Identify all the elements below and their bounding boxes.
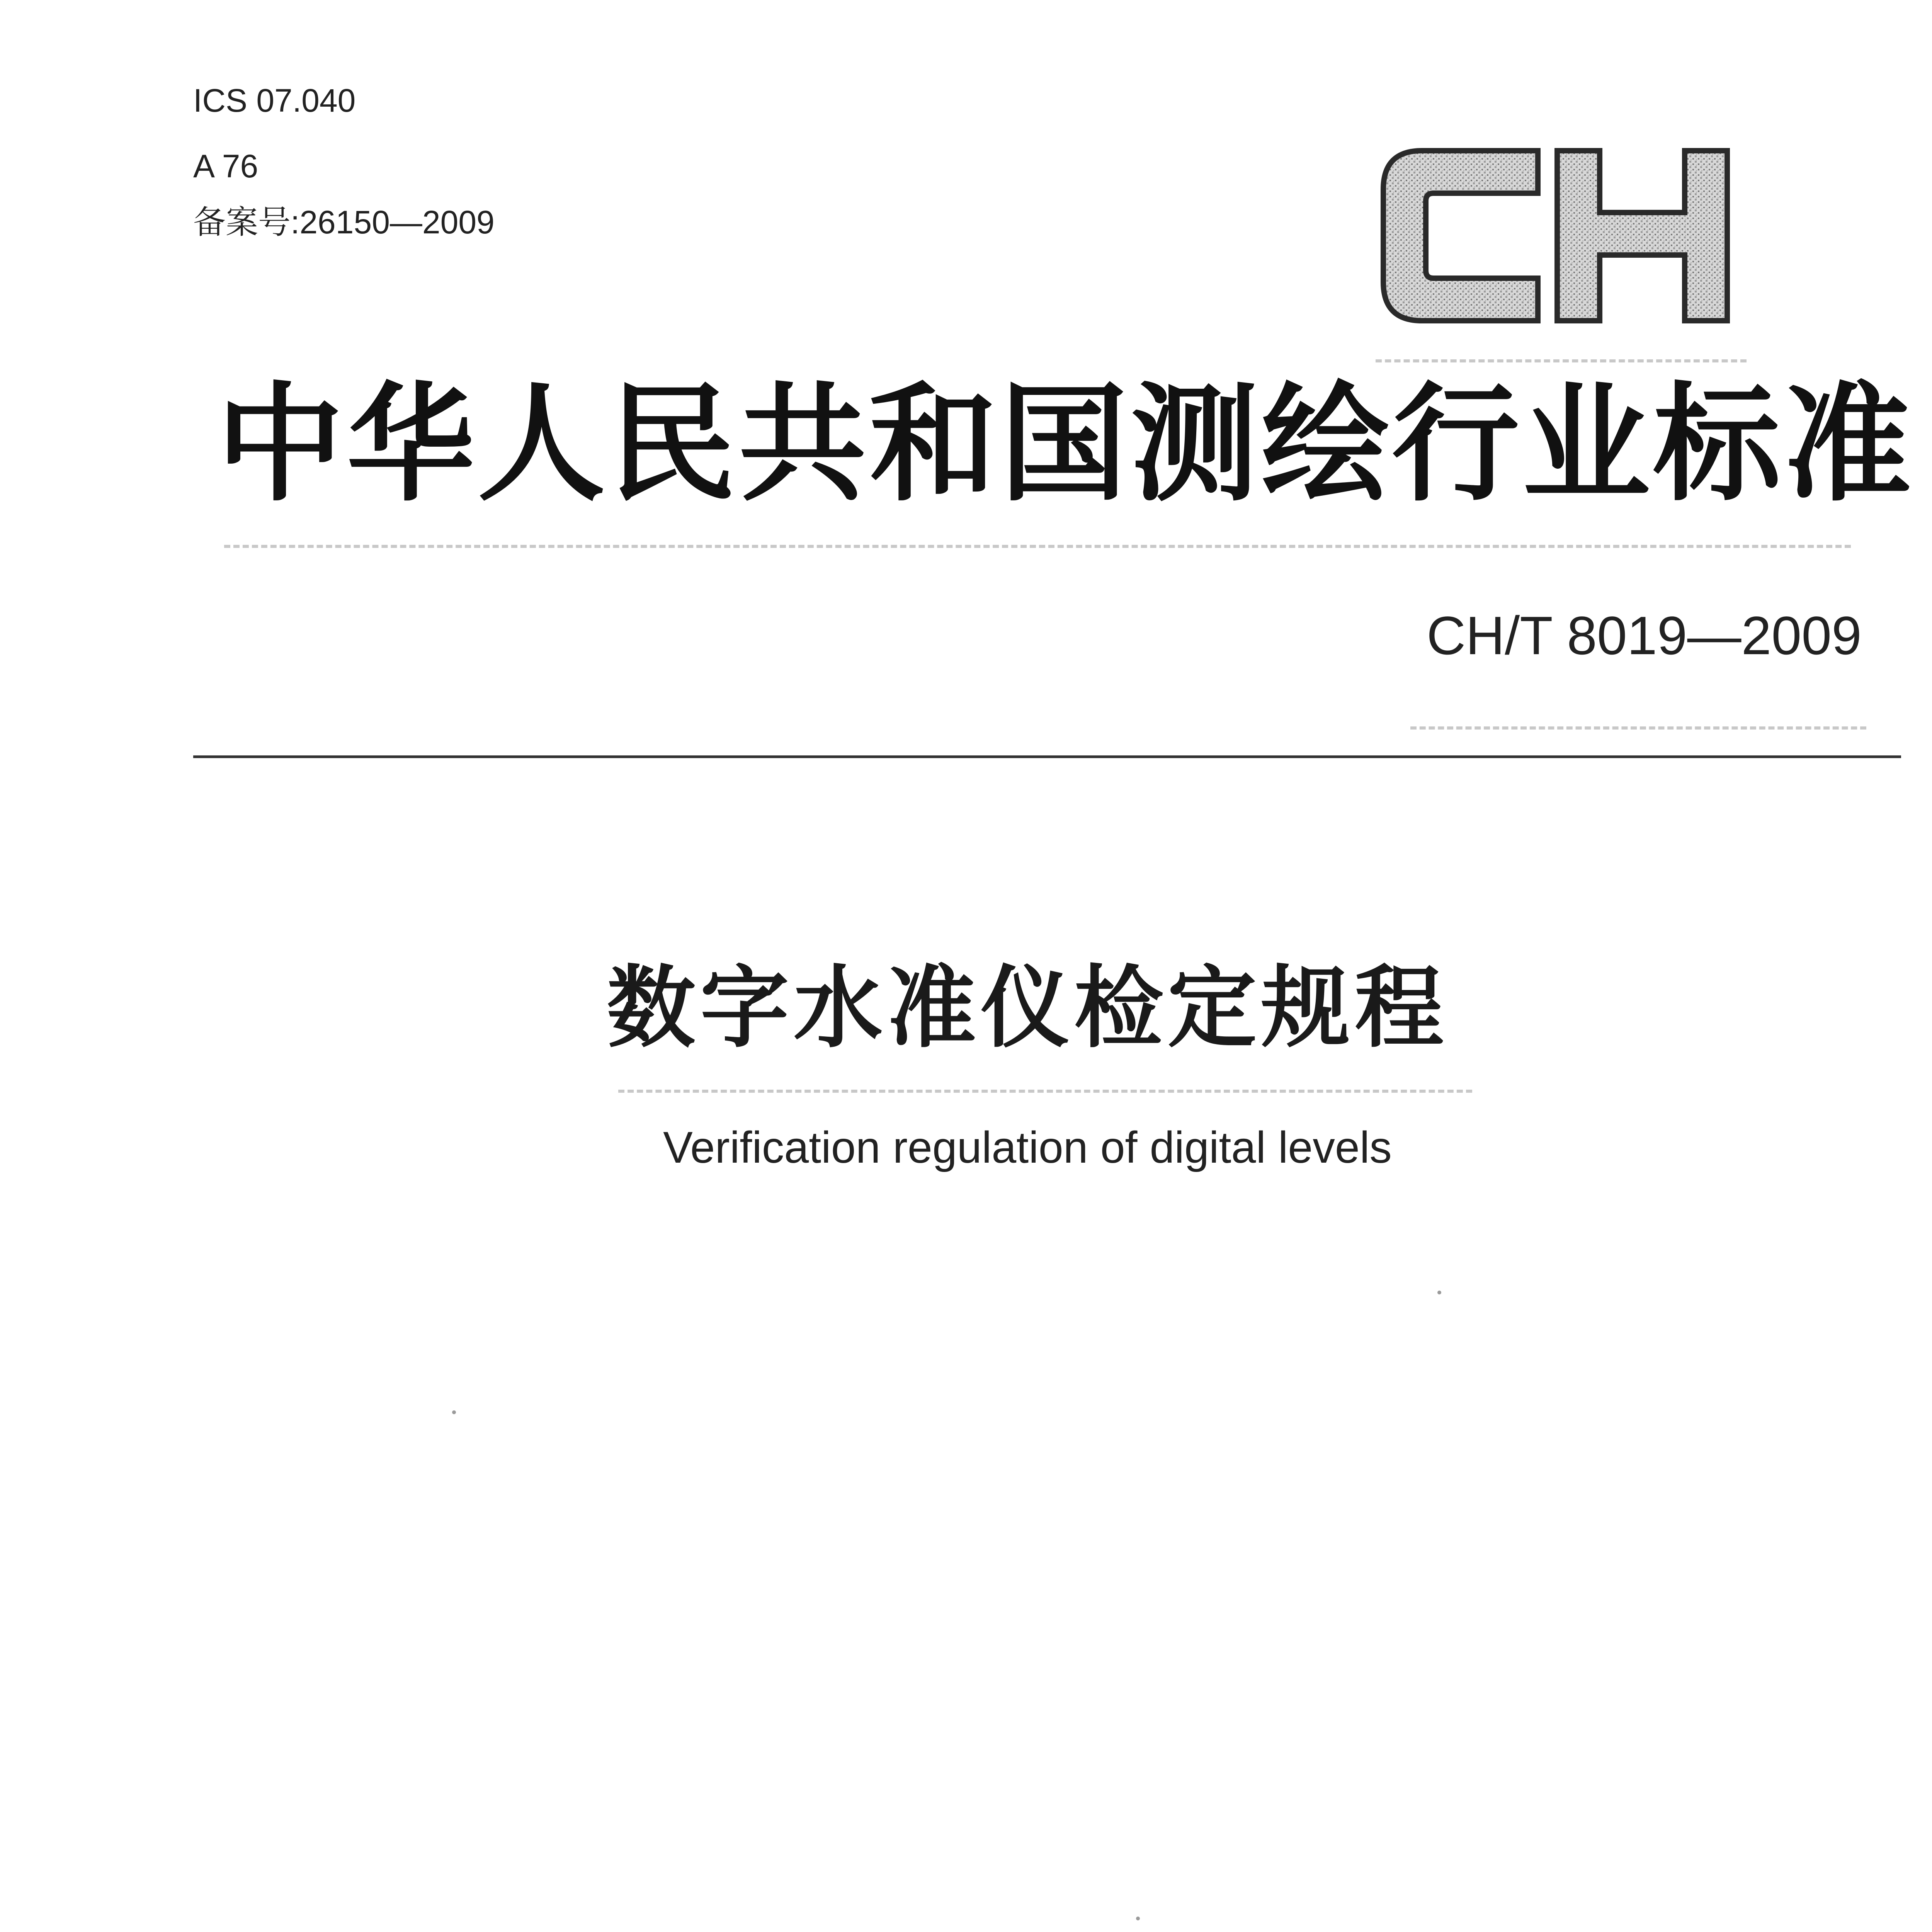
- document-title-cn: 数字水准仪检定规程: [606, 957, 1448, 1060]
- scan-speck: [452, 1410, 456, 1414]
- header-divider: [193, 755, 1901, 758]
- scan-speck: [1136, 1917, 1140, 1920]
- document-title-en: Verification regulation of digital levels: [663, 1123, 1392, 1172]
- scan-speck: [1437, 1291, 1441, 1294]
- filing-number: 备案号:26150—2009: [193, 204, 495, 240]
- code-dashed-rule: [1410, 726, 1866, 730]
- ccs-code: A 76: [193, 148, 259, 184]
- standard-category-title: 中华人民共和国测绘行业标准: [216, 370, 1914, 519]
- title-dashed-rule: [224, 545, 1851, 548]
- ics-code: ICS 07.040: [193, 82, 356, 119]
- ch-logo: [1376, 139, 1739, 328]
- standard-code: CH/T 8019—2009: [1427, 605, 1862, 666]
- cn-title-dashed-rule: [618, 1090, 1472, 1093]
- logo-underline: [1376, 359, 1747, 362]
